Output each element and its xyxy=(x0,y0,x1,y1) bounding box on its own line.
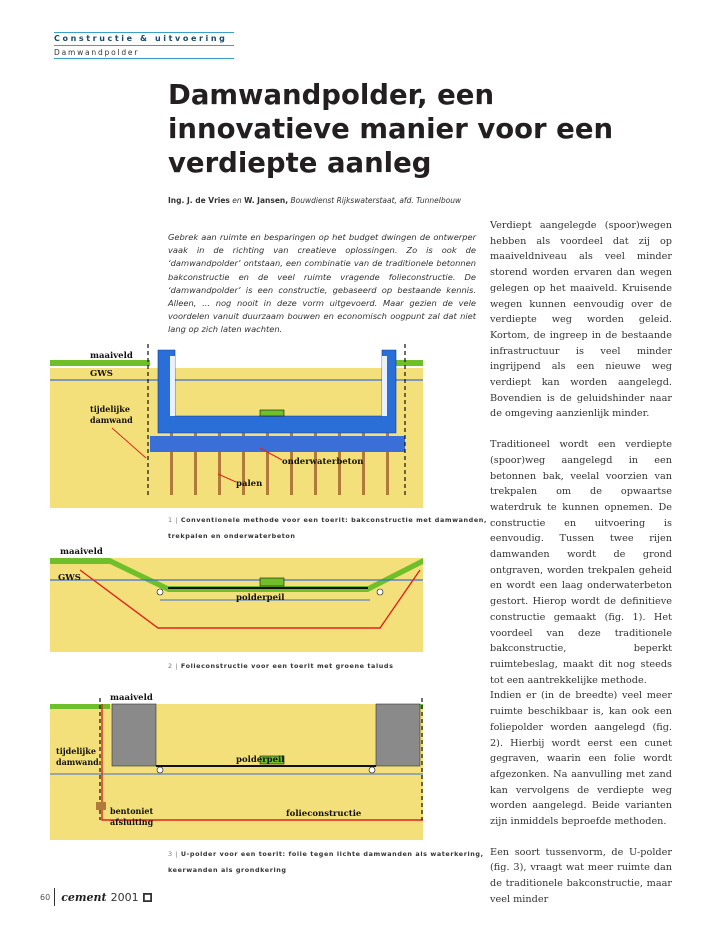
footer-divider xyxy=(54,888,55,906)
title-line-1: Damwandpolder, een xyxy=(168,79,495,111)
label-gws: GWS xyxy=(90,369,113,379)
label-maaiveld: maaiveld xyxy=(90,351,133,361)
label-tijdelijke: tijdelijke xyxy=(56,746,96,756)
drain-left xyxy=(157,589,163,595)
affiliation: Bouwdienst Rijkswaterstaat, afd. Tunnelbouw xyxy=(290,196,462,205)
body-paragraph-4: Een soort tussenvorm, de U-polder (fig. 3), vraagt wat meer ruimte dan de traditionele bakconstructie, maar veel minder xyxy=(490,846,672,905)
title-line-3: verdiepte aanleg xyxy=(168,147,432,179)
figure-3-number: 3 | xyxy=(168,850,179,858)
vehicle xyxy=(260,578,284,586)
subsection-label: Damwandpolder xyxy=(54,48,140,57)
figure-2-caption-text: Folieconstructie voor een toerit met groene taluds xyxy=(180,662,394,670)
author-conjunction: en xyxy=(232,196,242,205)
figure-1-caption-text: Conventionele methode voor een toerit: bakconstructie met damwanden, trekpalen en onderwaterbeton xyxy=(168,516,487,540)
grass-left xyxy=(50,704,110,709)
intro-paragraph: Gebrek aan ruimte en besparingen op het budget dwingen de ontwerper vaak in de richting van creatieve oplossingen. Zo is ook de ‘damwandpolder’ ontstaan, een combinatie van de traditionele betonnen bakconstructie en de veel ruimte vragende folieconstructie. De ‘damwandpolder’ is een constructie, gebaseerd op bestaande kennis. Alleen, ... nog nooit in deze vorm uitgevoerd. Maar gezien de vele voordelen vanuit duurzaam bouwen en economisch oogpunt zal dat niet lang op zich laten wachten. xyxy=(168,232,476,335)
label-tijdelijke: tijdelijke xyxy=(90,404,130,414)
figure-2-folieconstructie xyxy=(50,540,423,652)
label-afsluiting: afsluiting xyxy=(110,817,154,827)
figure-1-number: 1 | xyxy=(168,516,179,524)
label-maaiveld: maaiveld xyxy=(110,693,153,703)
magazine-year: 2001 xyxy=(110,890,139,904)
label-polderpeil: polderpeil xyxy=(236,755,285,765)
byline xyxy=(168,196,461,205)
label-folieconstructie: folieconstructie xyxy=(286,809,362,819)
figure-3-u-polder xyxy=(50,690,423,840)
label-bentoniet: bentoniet xyxy=(110,806,154,816)
label-gws: GWS xyxy=(58,573,81,583)
body-paragraph-1: Verdiept aangelegde (spoor)wegen hebben als voordeel dat zij op maaiveldniveau als veel minder storend worden ervaren dan wegen gelegen op het maaiveld. Kruisende wegen kunnen eenvoudig over de verdiepte weg worden geleid. Kortom, de ingreep in de bestaande infrastructuur is veel minder ingrijpend als een nieuwe weg verdiept kan worden aangelegd. Bovendien is de geluidshinder naar de omgeving aanzienlijk minder. xyxy=(490,220,672,420)
header-rule-top xyxy=(54,32,234,33)
author-2: W. Jansen, xyxy=(244,196,289,205)
label-polderpeil: polderpeil xyxy=(236,593,285,603)
label-onderwaterbeton: onderwaterbeton xyxy=(282,457,364,467)
drain-right xyxy=(377,589,383,595)
label-damwand: damwand xyxy=(90,415,133,425)
header-rule-middle xyxy=(54,45,234,46)
body-paragraph-2: Traditioneel wordt een verdiepte (spoor)weg aangelegd in een betonnen bak, veelal voorzien van trekpalen om de opwaartse waterdruk te kunnen opnemen. De constructie en uitvoering is eenvoudig. Tussen twee rijen damwanden wordt de grond ontgraven, worden trekpalen geheid en wordt een laag onderwaterbeton gestort. Hierop wordt de definitieve constructie gemaakt (fig. 1). Het voordeel van deze traditionele bakconstructie, beperkt ruimtebeslag, maakt dit nog steeds tot een aantrekkelijke methode. xyxy=(490,439,672,686)
figure-2-number: 2 | xyxy=(168,662,179,670)
bentoniet-block xyxy=(96,802,106,810)
bak-wall-inner-right xyxy=(382,356,387,416)
article-title xyxy=(168,78,628,180)
drain-right xyxy=(369,767,375,773)
figure-2-caption xyxy=(168,658,508,674)
section-label: Constructie & uitvoering xyxy=(54,34,228,43)
header-rule-bottom xyxy=(54,58,234,59)
sand-fill xyxy=(50,558,423,652)
drain-left xyxy=(157,767,163,773)
keerwand-left xyxy=(112,704,156,766)
figure-1-bakconstructie xyxy=(50,338,423,508)
magazine-logo-icon xyxy=(143,893,152,902)
body-paragraph-3: Indien er (in de breedte) veel meer ruimte beschikbaar is, kan ook een foliepolder worden aangelegd (fig. 2). Hierbij wordt eerst een cunet gegraven, waarin een folie wordt afgezonken. Na aanvulling met zand kan vervolgens de verdiepte weg worden aangelegd. Beide varianten zijn inmiddels beproefde methoden. xyxy=(490,690,672,828)
page-footer xyxy=(40,888,152,906)
figure-3-caption-text: U-polder voor een toerit: folie tegen lichte damwanden als waterkering, keerwanden als grondkering xyxy=(168,850,484,874)
label-damwand: damwand xyxy=(56,757,99,767)
title-line-2: innovatieve manier voor een xyxy=(168,113,614,145)
bak-wall-inner-left xyxy=(170,356,175,416)
magazine-name: cement xyxy=(61,890,107,904)
figure-3-caption xyxy=(168,846,508,878)
label-maaiveld: maaiveld xyxy=(60,547,103,557)
label-palen: palen xyxy=(236,479,263,489)
body-column xyxy=(490,218,672,923)
page-number: 60 xyxy=(40,892,51,902)
keerwand-right xyxy=(376,704,420,766)
author-1: Ing. J. de Vries xyxy=(168,196,230,205)
vehicle xyxy=(260,410,284,416)
onderwaterbeton xyxy=(150,436,405,452)
